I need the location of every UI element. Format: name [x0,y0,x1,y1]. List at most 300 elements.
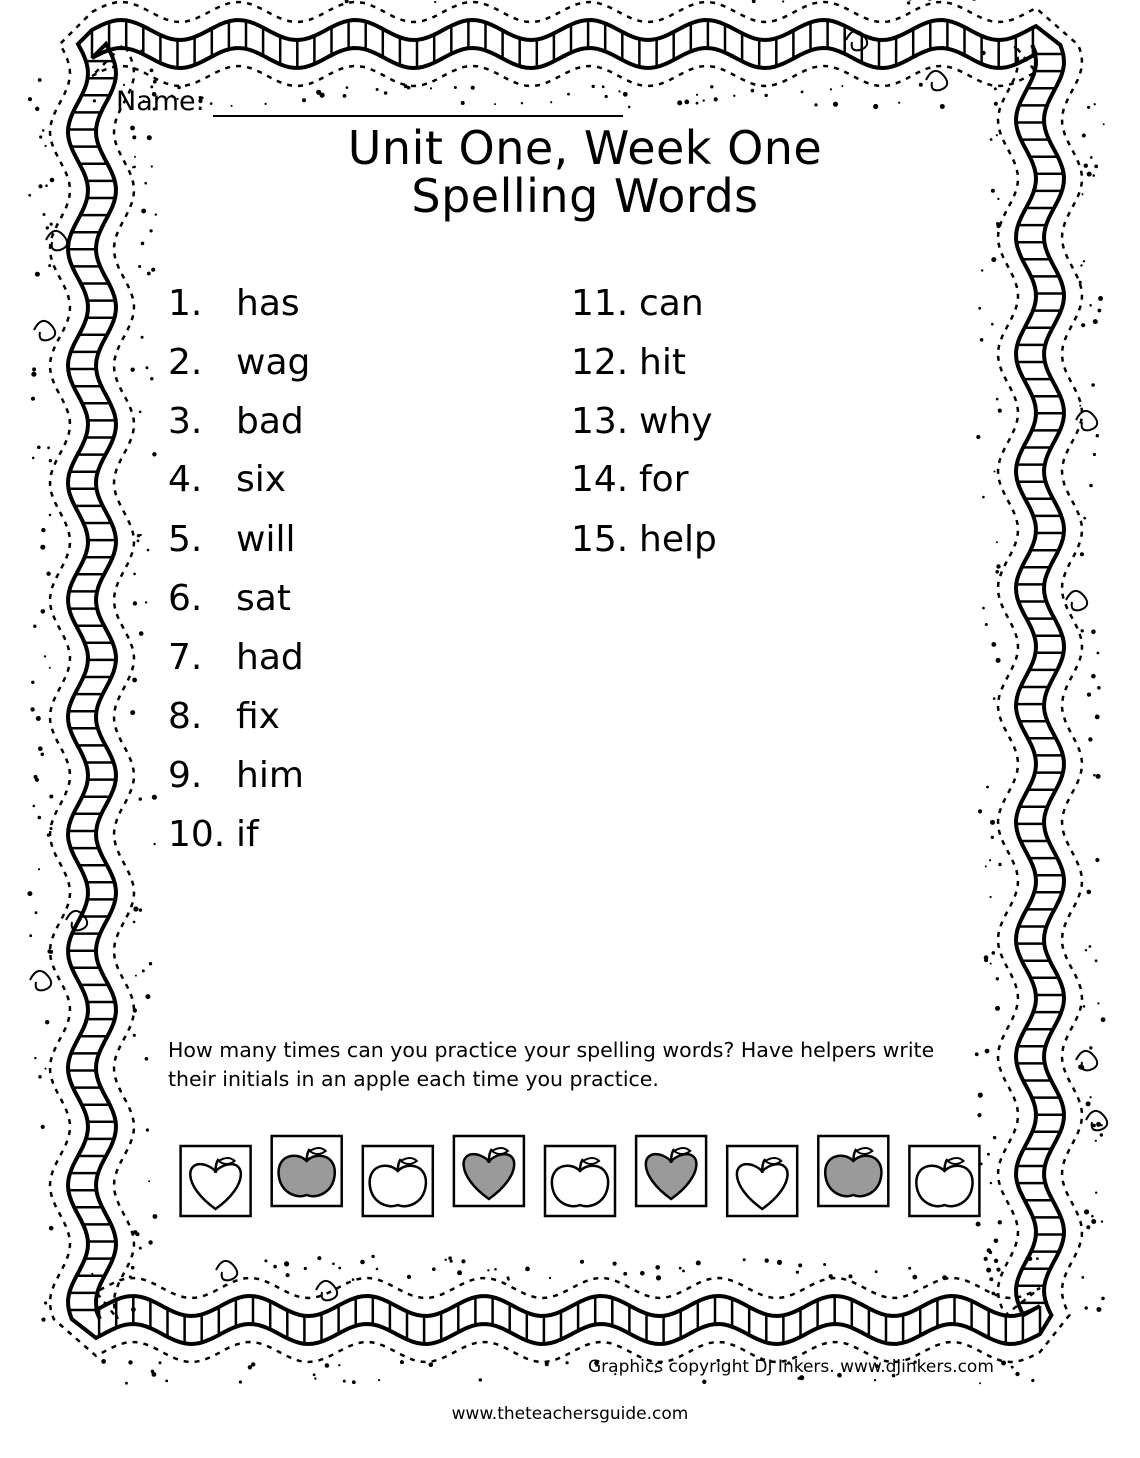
border-speckle [1083,260,1085,262]
word-item [168,520,295,560]
word-text: bad [236,401,304,442]
border-speckle [919,83,923,87]
word-text: has [236,283,300,324]
border-speckle [141,242,145,246]
border-speckle [1093,319,1098,324]
border-speckle [998,1220,1002,1224]
border-speckle [400,1360,404,1364]
word-text: hit [639,342,686,383]
border-speckle [150,229,153,232]
border-speckle [989,1277,993,1281]
border-speckle [28,97,32,101]
border-speckle [44,1301,47,1304]
border-speckle [159,1361,162,1364]
border-speckle [994,1259,998,1263]
border-speckle [251,1362,255,1366]
border-speckle [49,795,53,799]
word-number: 15. [571,519,629,560]
border-speckle [1091,383,1095,387]
border-speckle [833,102,838,107]
border-speckle [995,570,999,574]
border-speckle [33,805,36,808]
border-speckle [46,572,50,576]
border-speckle [996,658,1001,663]
word-item [168,756,304,796]
border-speckle [32,457,35,460]
word-number: 11. [571,283,629,324]
border-speckle [150,377,153,380]
border-speckle [623,92,628,97]
border-speckle [49,514,52,517]
vine-curl [1066,591,1087,610]
border-speckle [1082,134,1086,138]
vine-curl [34,321,55,340]
border-speckle [1087,172,1092,177]
border-speckle [139,411,142,414]
border-speckle [982,607,985,610]
vine-curl [1086,1111,1107,1130]
border-speckle [44,655,46,657]
border-speckle [655,1265,660,1270]
border-speckle [993,697,996,700]
border-speckle [38,184,42,188]
border-speckle [982,496,985,499]
word-text: had [236,637,304,678]
apple-icon [181,1146,251,1216]
word-number: 10. [168,814,226,855]
border-speckle [445,1259,447,1261]
border-speckle [91,1273,93,1275]
border-speckle [1098,296,1103,301]
border-speckle [714,97,718,101]
border-speckle [314,1377,316,1379]
word-item [168,284,300,324]
border-speckle [407,1275,411,1279]
word-number: 14. [571,459,629,500]
border-speckle [132,166,134,168]
word-text: for [639,459,689,500]
border-speckle [41,609,46,614]
border-speckle [1091,630,1096,635]
border-speckle [976,435,980,439]
border-speckle [37,446,41,450]
border-speckle [823,1263,826,1266]
apple-body [552,1166,608,1206]
word-item [571,402,713,442]
border-speckle [286,1273,290,1277]
border-speckle [138,265,141,268]
border-speckle [782,0,784,2]
border-speckle [1096,1307,1101,1312]
border-speckle [36,716,41,721]
border-speckle [1095,858,1099,862]
border-speckle [131,1307,136,1312]
border-speckle [996,1268,1000,1272]
word-number: 6. [168,578,203,619]
border-speckle [133,1034,136,1037]
border-speckle [32,367,36,371]
border-speckle [908,0,912,1]
border-speckle [1081,1276,1084,1279]
border-speckle [977,1113,981,1117]
border-speckle [996,398,999,401]
border-speckle [338,1267,341,1270]
word-number: 12. [571,342,629,383]
word-item [168,638,304,678]
border-speckle [1095,959,1098,962]
border-speckle [461,1259,465,1263]
border-speckle [147,272,151,276]
border-speckle [132,678,137,683]
word-item [571,460,689,500]
border-speckle [141,209,146,214]
border-speckle [1096,434,1099,437]
border-speckle [1082,193,1084,195]
border-speckle [997,198,999,200]
border-speckle [696,102,699,105]
border-speckle [1088,737,1092,741]
border-speckle [46,226,49,229]
border-speckle [907,1,910,4]
word-text: six [236,459,287,500]
apple-icon [545,1146,615,1216]
border-speckle [1087,890,1092,895]
border-speckle [38,78,42,82]
border-speckle [139,1247,142,1250]
border-speckle [1092,174,1095,177]
border-speckle [35,272,40,277]
site-url: www.theteachersguide.com [451,1404,689,1424]
border-speckle [332,1263,335,1266]
border-speckle [994,102,998,106]
border-speckle [991,189,995,193]
border-speckle [998,863,1001,866]
word-number: 7. [168,637,203,678]
border-speckle [1095,1140,1097,1142]
border-speckle [1086,1225,1090,1229]
border-speckle [991,642,996,647]
apple-body [916,1166,972,1206]
border-speckle [998,409,1002,413]
border-speckle [978,307,981,310]
border-speckle [733,95,735,97]
vine-curl [1076,411,1097,430]
border-speckle [995,1006,1000,1011]
border-speckle [751,89,755,93]
apple-icon [727,1146,797,1216]
border-speckle [239,1380,242,1383]
border-speckle [765,1258,769,1262]
border-speckle [429,1362,434,1367]
border-speckle [1096,1122,1101,1127]
word-item [571,520,717,560]
border-speckle [152,452,156,456]
border-speckle [338,1364,340,1366]
word-text: will [236,519,296,560]
border-speckle [989,859,991,861]
border-speckle [153,1214,158,1219]
word-text: if [236,814,259,855]
border-speckle [141,336,144,339]
border-speckle [992,951,996,955]
apple-icon [636,1136,706,1206]
border-speckle [1031,1379,1034,1382]
instructions-line: How many times can you practice your spelling words? Have helpers write [168,1038,935,1062]
border-speckle [139,631,144,636]
border-speckle [1091,674,1096,679]
border-speckle [1089,484,1093,488]
border-speckle [148,1240,152,1244]
border-speckle [580,1260,584,1264]
border-speckle [313,1373,316,1376]
border-speckle [1036,1257,1039,1260]
border-speckle [1080,552,1084,556]
border-speckle [996,224,1000,228]
border-speckle [129,1275,132,1278]
border-speckle [49,950,53,954]
word-number: 8. [168,696,203,737]
border-speckle [940,104,945,109]
border-speckle [987,1248,991,1252]
border-speckle [131,1266,135,1270]
border-speckle [45,1020,49,1024]
page-subtitle: Spelling Words [411,169,759,223]
border-speckle [134,156,136,158]
border-speckle [35,107,39,111]
border-speckle [990,963,992,965]
border-speckle [1085,1306,1088,1309]
border-speckle [133,1230,138,1235]
border-speckle [682,1270,685,1273]
vine-curl [926,71,947,90]
word-item [168,402,304,442]
border-speckle [679,1267,682,1270]
border-speckle [830,88,832,90]
border-speckle [139,908,142,911]
border-speckle [133,921,136,924]
border-speckle [677,100,682,105]
border-speckle [248,1365,252,1369]
border-speckle [43,213,46,216]
border-speckle [985,1049,990,1054]
border-speckle [317,1256,321,1260]
border-speckle [152,795,157,800]
border-speckle [38,868,40,870]
border-speckle [145,601,147,603]
apple-leaf [219,1158,235,1164]
border-speckle [801,91,804,94]
border-speckle [752,0,756,3]
border-speckle [40,545,45,550]
border-speckle [165,1380,168,1383]
apple-icon [363,1146,433,1216]
border-speckle [130,710,135,715]
border-speckle [874,1379,876,1381]
apple-icon [818,1136,888,1206]
border-speckle [942,1275,947,1280]
border-speckle [41,528,45,532]
word-number: 3. [168,401,203,442]
border-speckle [93,99,96,102]
border-speckle [352,1278,355,1281]
graphics-credit: Graphics copyright DJ Inkers. www.djinkers.com [588,1357,994,1377]
border-speckle [1090,156,1093,159]
apple-body [279,1156,335,1196]
border-speckle [50,827,53,830]
border-speckle [1083,1005,1086,1008]
border-speckle [49,667,51,669]
border-speckle [155,213,157,215]
border-speckle [549,1277,551,1279]
vine-curl [30,971,51,990]
border-speckle [45,184,48,187]
border-speckle [133,601,137,605]
word-text: why [639,401,713,442]
border-speckle [1091,1215,1094,1218]
border-speckle [28,194,31,197]
border-speckle [378,1379,380,1381]
border-speckle [975,1052,979,1056]
border-speckle [986,786,989,789]
border-speckle [133,906,138,911]
border-speckle [1101,1297,1105,1301]
border-speckle [996,541,998,543]
border-speckle [153,843,155,845]
word-text: sat [236,578,291,619]
border-speckle [1097,652,1100,655]
word-item [168,343,310,383]
apple-icon [454,1136,524,1206]
border-speckle [48,264,51,267]
border-speckle [1097,686,1101,690]
border-speckle [1083,517,1086,520]
border-speckle [507,1278,510,1281]
border-speckle [996,977,999,980]
border-speckle [980,338,984,342]
border-speckle [264,1259,267,1262]
border-speckle [145,994,150,999]
border-speckle [92,94,94,96]
vine-curl [216,1261,237,1280]
border-speckle [981,269,983,271]
border-speckle [457,1270,462,1275]
border-speckle [1079,281,1082,284]
border-speckle [1091,1219,1096,1224]
border-speckle [371,1255,374,1258]
apple-body [370,1166,426,1206]
border-speckle [814,103,817,106]
border-speckle [39,135,42,138]
apple-body [825,1156,881,1196]
border-speckle [990,896,992,898]
border-speckle [146,1128,149,1131]
border-speckle [133,1008,137,1012]
word-item [168,815,259,855]
border-speckle [145,1057,149,1061]
word-number: 1. [168,283,203,324]
border-speckle [360,1260,365,1265]
border-speckle [1100,1133,1103,1136]
border-speckle [640,1271,645,1276]
border-speckle [38,746,43,751]
border-speckle [135,975,137,977]
border-speckle [151,165,153,167]
border-speckle [743,1258,746,1261]
border-speckle [1028,1257,1032,1261]
border-speckle [1079,405,1081,407]
border-speckle [986,1268,991,1273]
border-speckle [628,106,631,109]
border-speckle [912,1275,917,1280]
border-speckle [875,1270,878,1273]
border-speckle [31,681,34,684]
border-speckle [1011,1366,1014,1369]
border-speckle [1089,945,1092,948]
border-speckle [1090,1096,1092,1098]
word-item [571,343,686,383]
border-speckle [101,1359,106,1364]
border-speckle [1101,1017,1106,1022]
border-speckle [128,1360,132,1364]
border-speckle [993,1136,996,1139]
border-speckle [1093,453,1096,456]
border-speckle [981,51,985,55]
border-speckle [137,539,140,542]
name-label: Name: [116,86,205,117]
border-speckle [139,797,142,800]
border-speckle [33,625,36,628]
border-speckle [29,934,32,937]
border-speckle [992,1292,996,1296]
border-speckle [494,1268,497,1271]
border-speckle [41,1318,45,1322]
border-speckle [978,1093,983,1098]
border-speckle [990,138,993,141]
border-speckle [31,397,35,401]
border-speckle [45,1068,47,1070]
apple-icon [909,1146,979,1216]
border-speckle [152,1372,157,1377]
border-speckle [996,564,1000,568]
word-text: wag [236,342,311,383]
border-speckle [1098,309,1102,313]
border-speckle [684,100,689,105]
border-speckle [991,323,994,326]
border-speckle [829,1274,833,1278]
border-speckle [448,1256,452,1260]
border-speckle [1094,165,1098,169]
border-speckle [304,1267,307,1270]
border-speckle [1086,1101,1091,1106]
border-speckle [1084,164,1088,168]
border-speckle [979,1382,981,1384]
word-text: fix [236,696,280,737]
border-speckle [41,753,45,757]
border-speckle [1089,304,1092,307]
border-speckle [984,1257,988,1261]
border-speckle [1101,1220,1103,1222]
border-speckle [898,102,900,104]
border-speckle [994,1239,999,1244]
word-number: 13. [571,401,629,442]
border-speckle [50,178,55,183]
border-speckle [994,471,996,473]
border-speckle [35,778,39,782]
border-speckle [273,1265,277,1269]
border-speckle [908,1267,911,1270]
border-speckle [990,1182,992,1184]
border-speckle [656,1275,661,1280]
